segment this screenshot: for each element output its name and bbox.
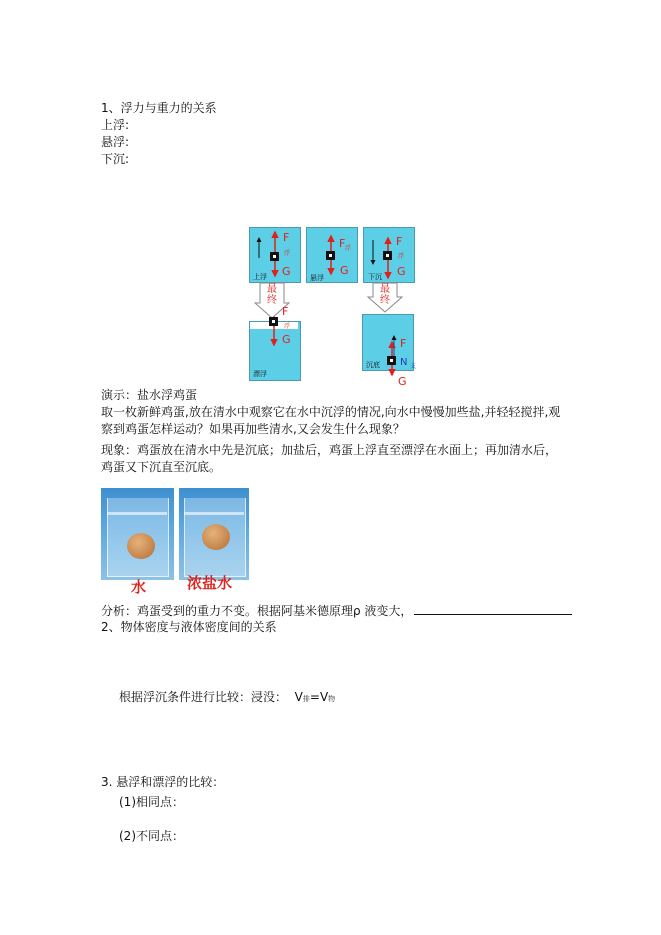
bottom-n-label: N (400, 357, 408, 368)
demo-phenomenon: 现象：鸡蛋放在清水中先是沉底；加盐后，鸡蛋上浮直至漂浮在水面上；再加清水后，鸡蛋又下沉直至沉底。 (101, 443, 558, 474)
compare-line (119, 689, 335, 707)
demo-title: 演示：盐水浮鸡蛋 (101, 388, 198, 402)
demo-procedure: 取一枚新鲜鸡蛋,放在清水中观察它在水中沉浮的情况,向水中慢慢加些盐,并轻轻搅拌,观察到鸡蛋怎样运动？如果再加些清水,又会发生什么现象？ (101, 405, 561, 436)
suspend-g-label: G (340, 264, 349, 277)
analysis-blank (414, 602, 572, 615)
analysis-line (101, 602, 572, 619)
diff-label: (2)不同点： (119, 829, 184, 843)
v-wu: V (319, 690, 329, 704)
brine-beaker-photo (179, 488, 249, 580)
float-box-label: 漂浮 (253, 370, 267, 378)
final-label-left: 最终 (267, 284, 277, 306)
final-label-right: 最终 (380, 284, 390, 306)
rise-box-label: 上浮 (253, 273, 267, 281)
same-label: (1)相同点： (119, 795, 184, 809)
rise-label: 上浮: (101, 118, 130, 132)
egg-sunk (127, 533, 155, 559)
sink-f-label: F (396, 235, 403, 248)
sink-f-sub: 浮 (398, 253, 405, 260)
bottom-n-sub: 支 (410, 363, 417, 370)
rise-f-sub: 浮 (284, 250, 291, 257)
caption-water: 水 (131, 578, 147, 596)
float-object (269, 317, 278, 326)
float-f-sub: 浮 (284, 323, 291, 330)
suspend-f-sub: 浮 (345, 245, 352, 252)
float-g-label: G (282, 333, 291, 346)
suspend-f-label: F (339, 237, 346, 250)
compare-text: 根据浮沉条件进行比较：浸没： (119, 690, 288, 704)
bottom-box-label: 沉底 (366, 361, 380, 369)
section1-title: 1、浮力与重力的关系 (101, 101, 217, 115)
suspend-object (326, 251, 335, 260)
suspend-label: 悬浮: (101, 135, 130, 149)
caption-brine: 浓盐水 (187, 574, 233, 592)
bottom-object (387, 356, 396, 365)
pai-sub: 排 (302, 695, 310, 703)
float-f-label: F (282, 305, 289, 318)
section2-title: 2、物体密度与液体密度间的关系 (101, 620, 277, 634)
analysis-text: 分析：鸡蛋受到的重力不变。根据阿基米德原理ρ 液变大， (101, 604, 413, 618)
bottom-g-label: G (398, 375, 407, 388)
v-pai: V (294, 690, 303, 704)
water-beaker-photo (101, 488, 174, 580)
bottom-f-label: F (400, 337, 407, 350)
suspend-box-label: 悬浮 (310, 274, 324, 282)
sink-label: 下沉: (101, 152, 130, 166)
sink-g-label: G (397, 265, 406, 278)
wu-sub: 物 (328, 695, 336, 703)
rise-g-label: G (282, 265, 291, 278)
section3-title: 3. 悬浮和漂浮的比较： (101, 775, 225, 789)
rise-object (270, 252, 279, 261)
equals: = (309, 690, 320, 704)
rise-f-label: F (283, 231, 290, 244)
sink-box-label: 下沉 (368, 273, 382, 281)
egg-floating (202, 524, 230, 550)
sink-object (383, 251, 392, 260)
